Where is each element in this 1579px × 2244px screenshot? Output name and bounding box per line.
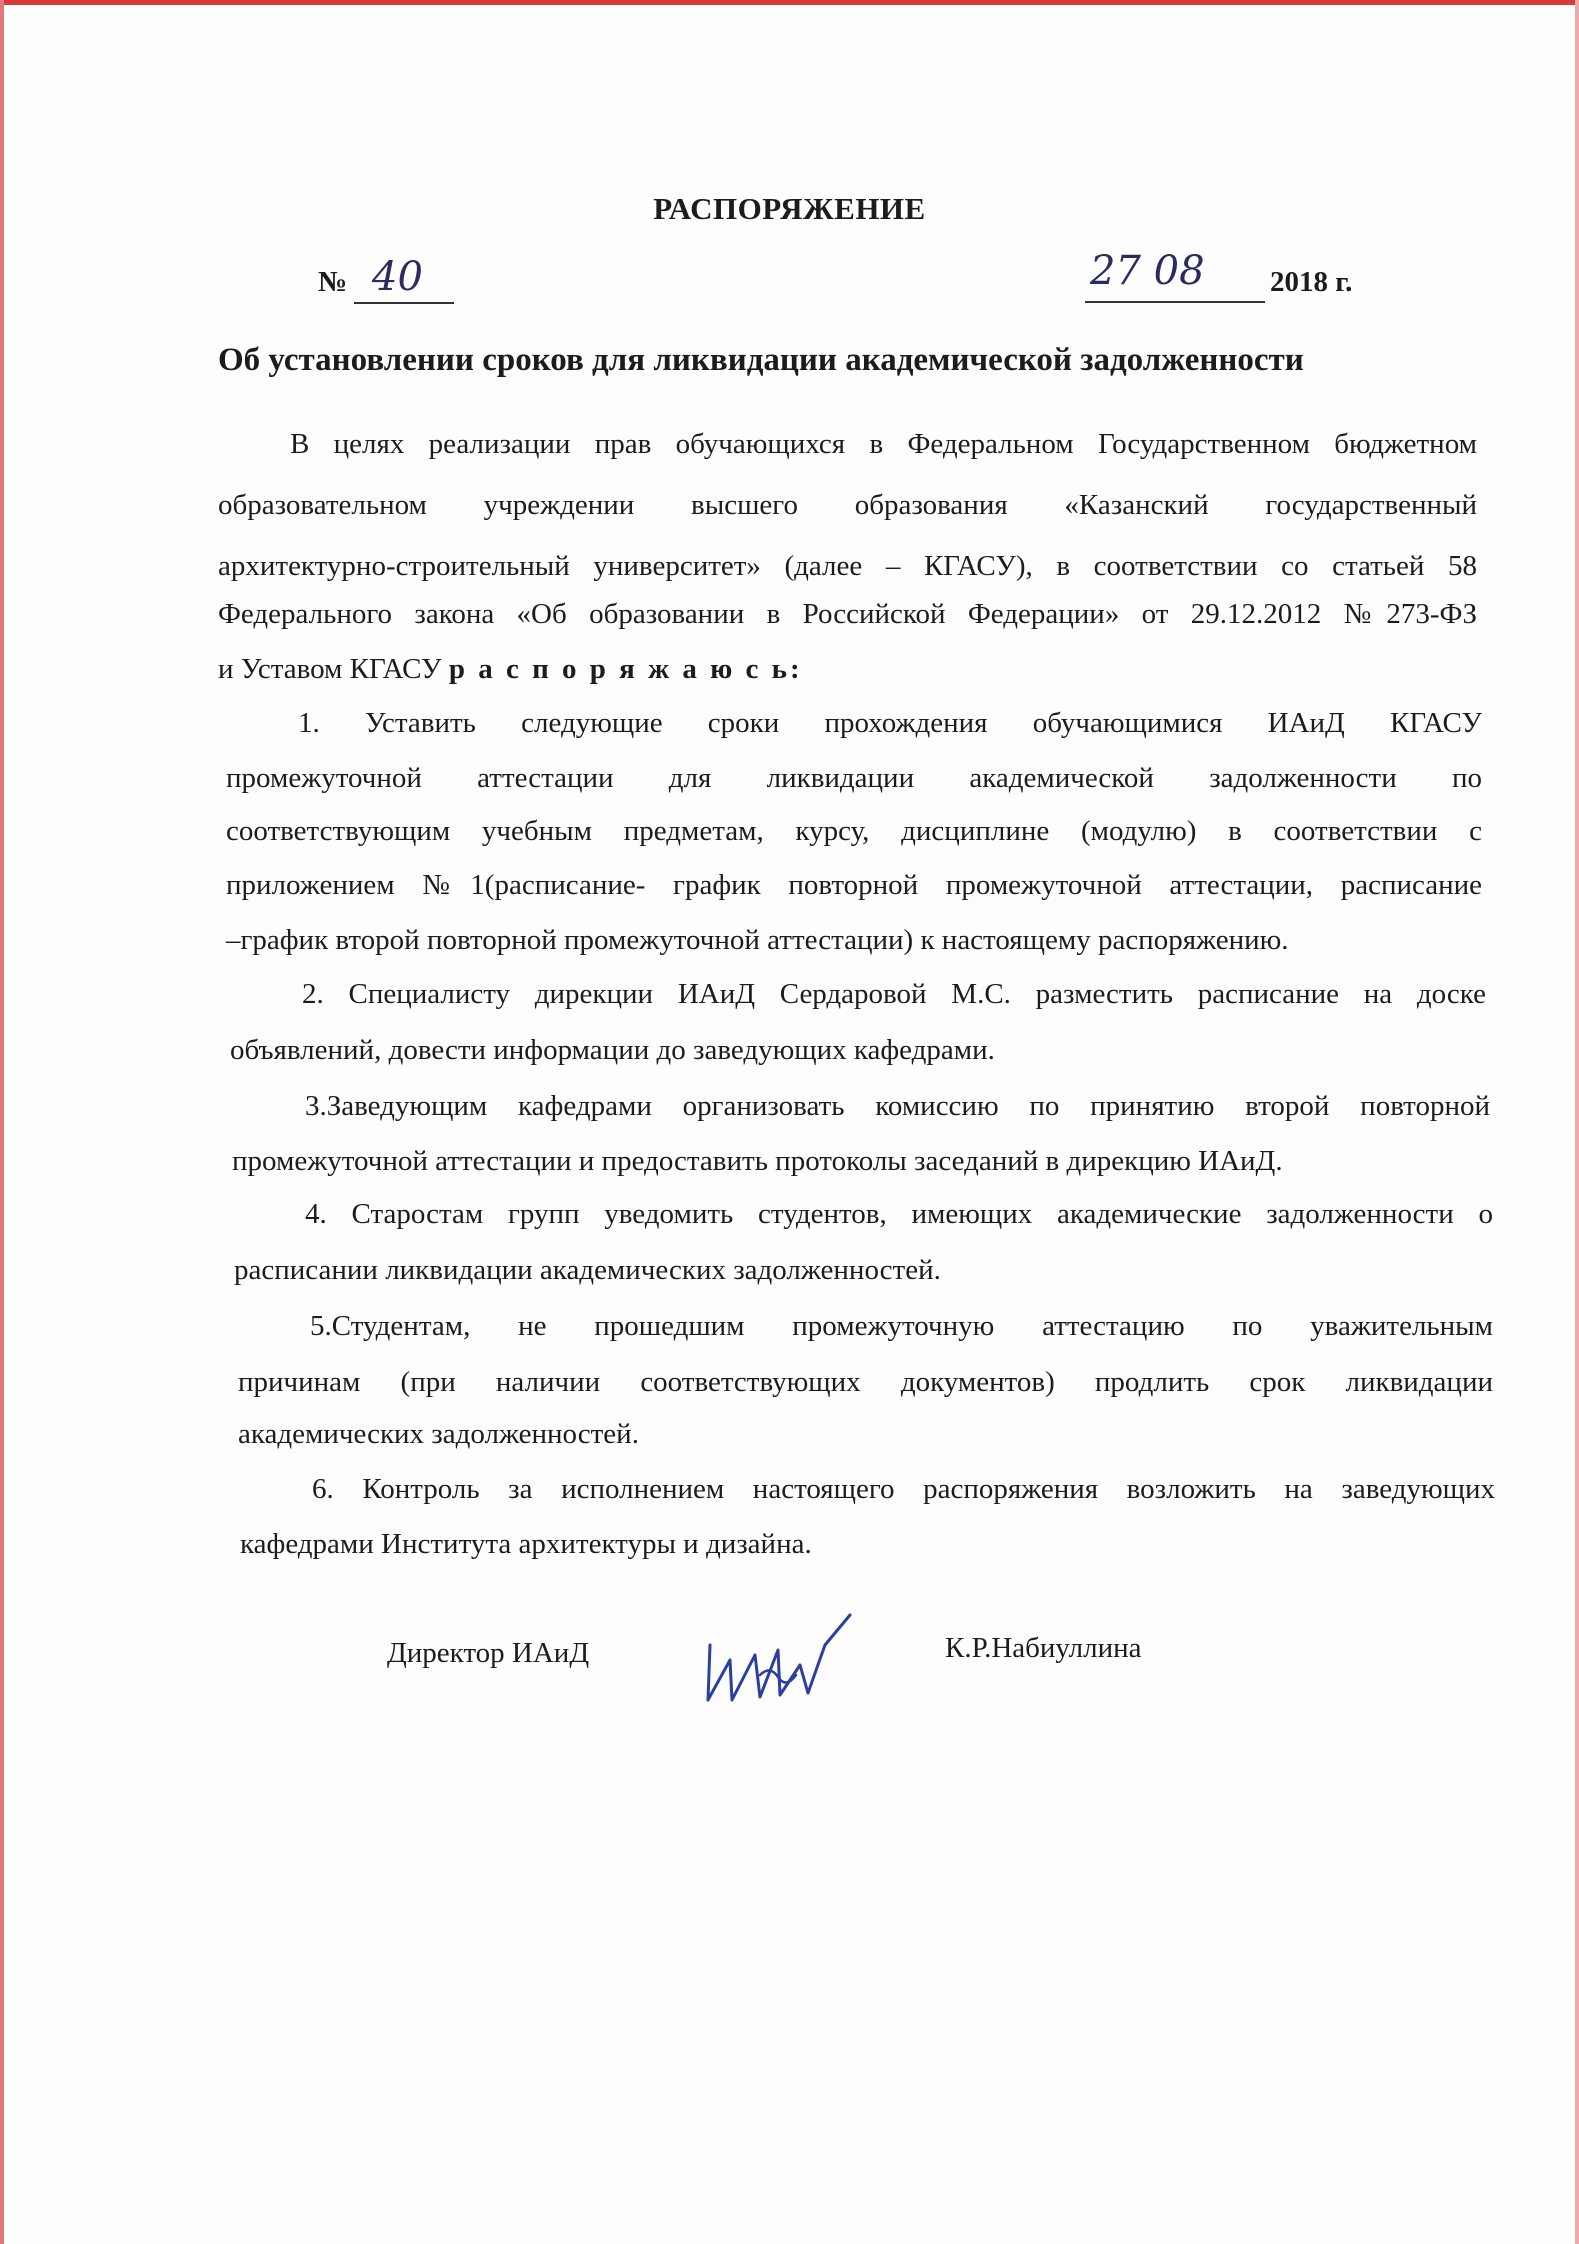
date-value: 27 08 <box>1090 248 1205 294</box>
signature-image <box>700 1605 860 1715</box>
item5-line-2: причинам (при наличии соответствующих документов) продлить срок ликвидации <box>238 1366 1493 1398</box>
item1-line-2: промежуточной аттестации для ликвидации академической задолженности по <box>226 762 1482 794</box>
number-underline <box>354 302 454 304</box>
item1-line-1: 1. Уставить следующие сроки прохождения обучающимися ИАиД КГАСУ <box>298 707 1482 739</box>
document-subject: Об установлении сроков для ликвидации академической задолженности <box>218 342 1304 378</box>
intro-line-3: архитектурно-строительный университет» (далее – КГАСУ), в соответствии со статьей 58 <box>218 550 1477 582</box>
intro-line-2: образовательном учреждении высшего образования «Казанский государственный <box>218 489 1477 521</box>
item5-line-3: академических задолженностей. <box>238 1418 639 1450</box>
item6-line-2: кафедрами Института архитектуры и дизайна. <box>240 1528 812 1560</box>
scan-edge-top <box>0 0 1579 5</box>
item2-line-1: 2. Специалисту дирекции ИАиД Сердаровой М.С. разместить расписание на доске <box>302 978 1486 1010</box>
item6-line-1: 6. Контроль за исполнением настоящего распоряжения возложить на заведующих <box>312 1473 1495 1505</box>
item2-line-2: объявлений, довести информации до заведующих кафедрами. <box>230 1034 995 1066</box>
signer-role: Директор ИАиД <box>387 1637 590 1669</box>
item3-line-2: промежуточной аттестации и предоставить протоколы заседаний в дирекцию ИАиД. <box>232 1145 1283 1177</box>
document-title: РАСПОРЯЖЕНИЕ <box>653 191 926 226</box>
intro-line-1: В целях реализации прав обучающихся в Федеральном Государственном бюджетном <box>290 428 1477 460</box>
intro-line-4: Федерального закона «Об образовании в Российской Федерации» от 29.12.2012 №273-ФЗ <box>218 598 1477 630</box>
date-underline <box>1085 301 1265 303</box>
decree-word: р а с п о р я ж а ю с ь: <box>448 653 803 685</box>
item1-line-4: приложением №1(расписание- график повторной промежуточной аттестации, расписание <box>226 869 1482 901</box>
item3-line-1: 3.Заведующим кафедрами организовать комиссию по принятию второй повторной <box>305 1090 1490 1122</box>
item5-line-1: 5.Студентам, не прошедшим промежуточную аттестацию по уважительным <box>310 1310 1493 1342</box>
intro-line-5-text: и Уставом КГАСУ <box>218 653 442 685</box>
signer-name: К.Р.Набиуллина <box>945 1632 1142 1664</box>
item1-line-3: соответствующим учебным предметам, курсу, дисциплине (модулю) в соответствии с <box>226 815 1482 847</box>
item1-line-5: –график второй повторной промежуточной аттестации) к настоящему распоряжению. <box>226 924 1289 956</box>
intro-line-5 <box>218 655 803 684</box>
item4-line-1: 4. Старостам групп уведомить студентов, имеющих академические задолженности о <box>305 1198 1493 1230</box>
item4-line-2: расписании ликвидации академических задолженностей. <box>234 1254 941 1286</box>
number-value: 40 <box>372 254 423 300</box>
date-year: 2018 г. <box>1270 266 1353 298</box>
scan-edge-left <box>0 0 4 2244</box>
number-label: № <box>318 266 348 298</box>
scan-edge-right <box>1575 0 1579 2244</box>
